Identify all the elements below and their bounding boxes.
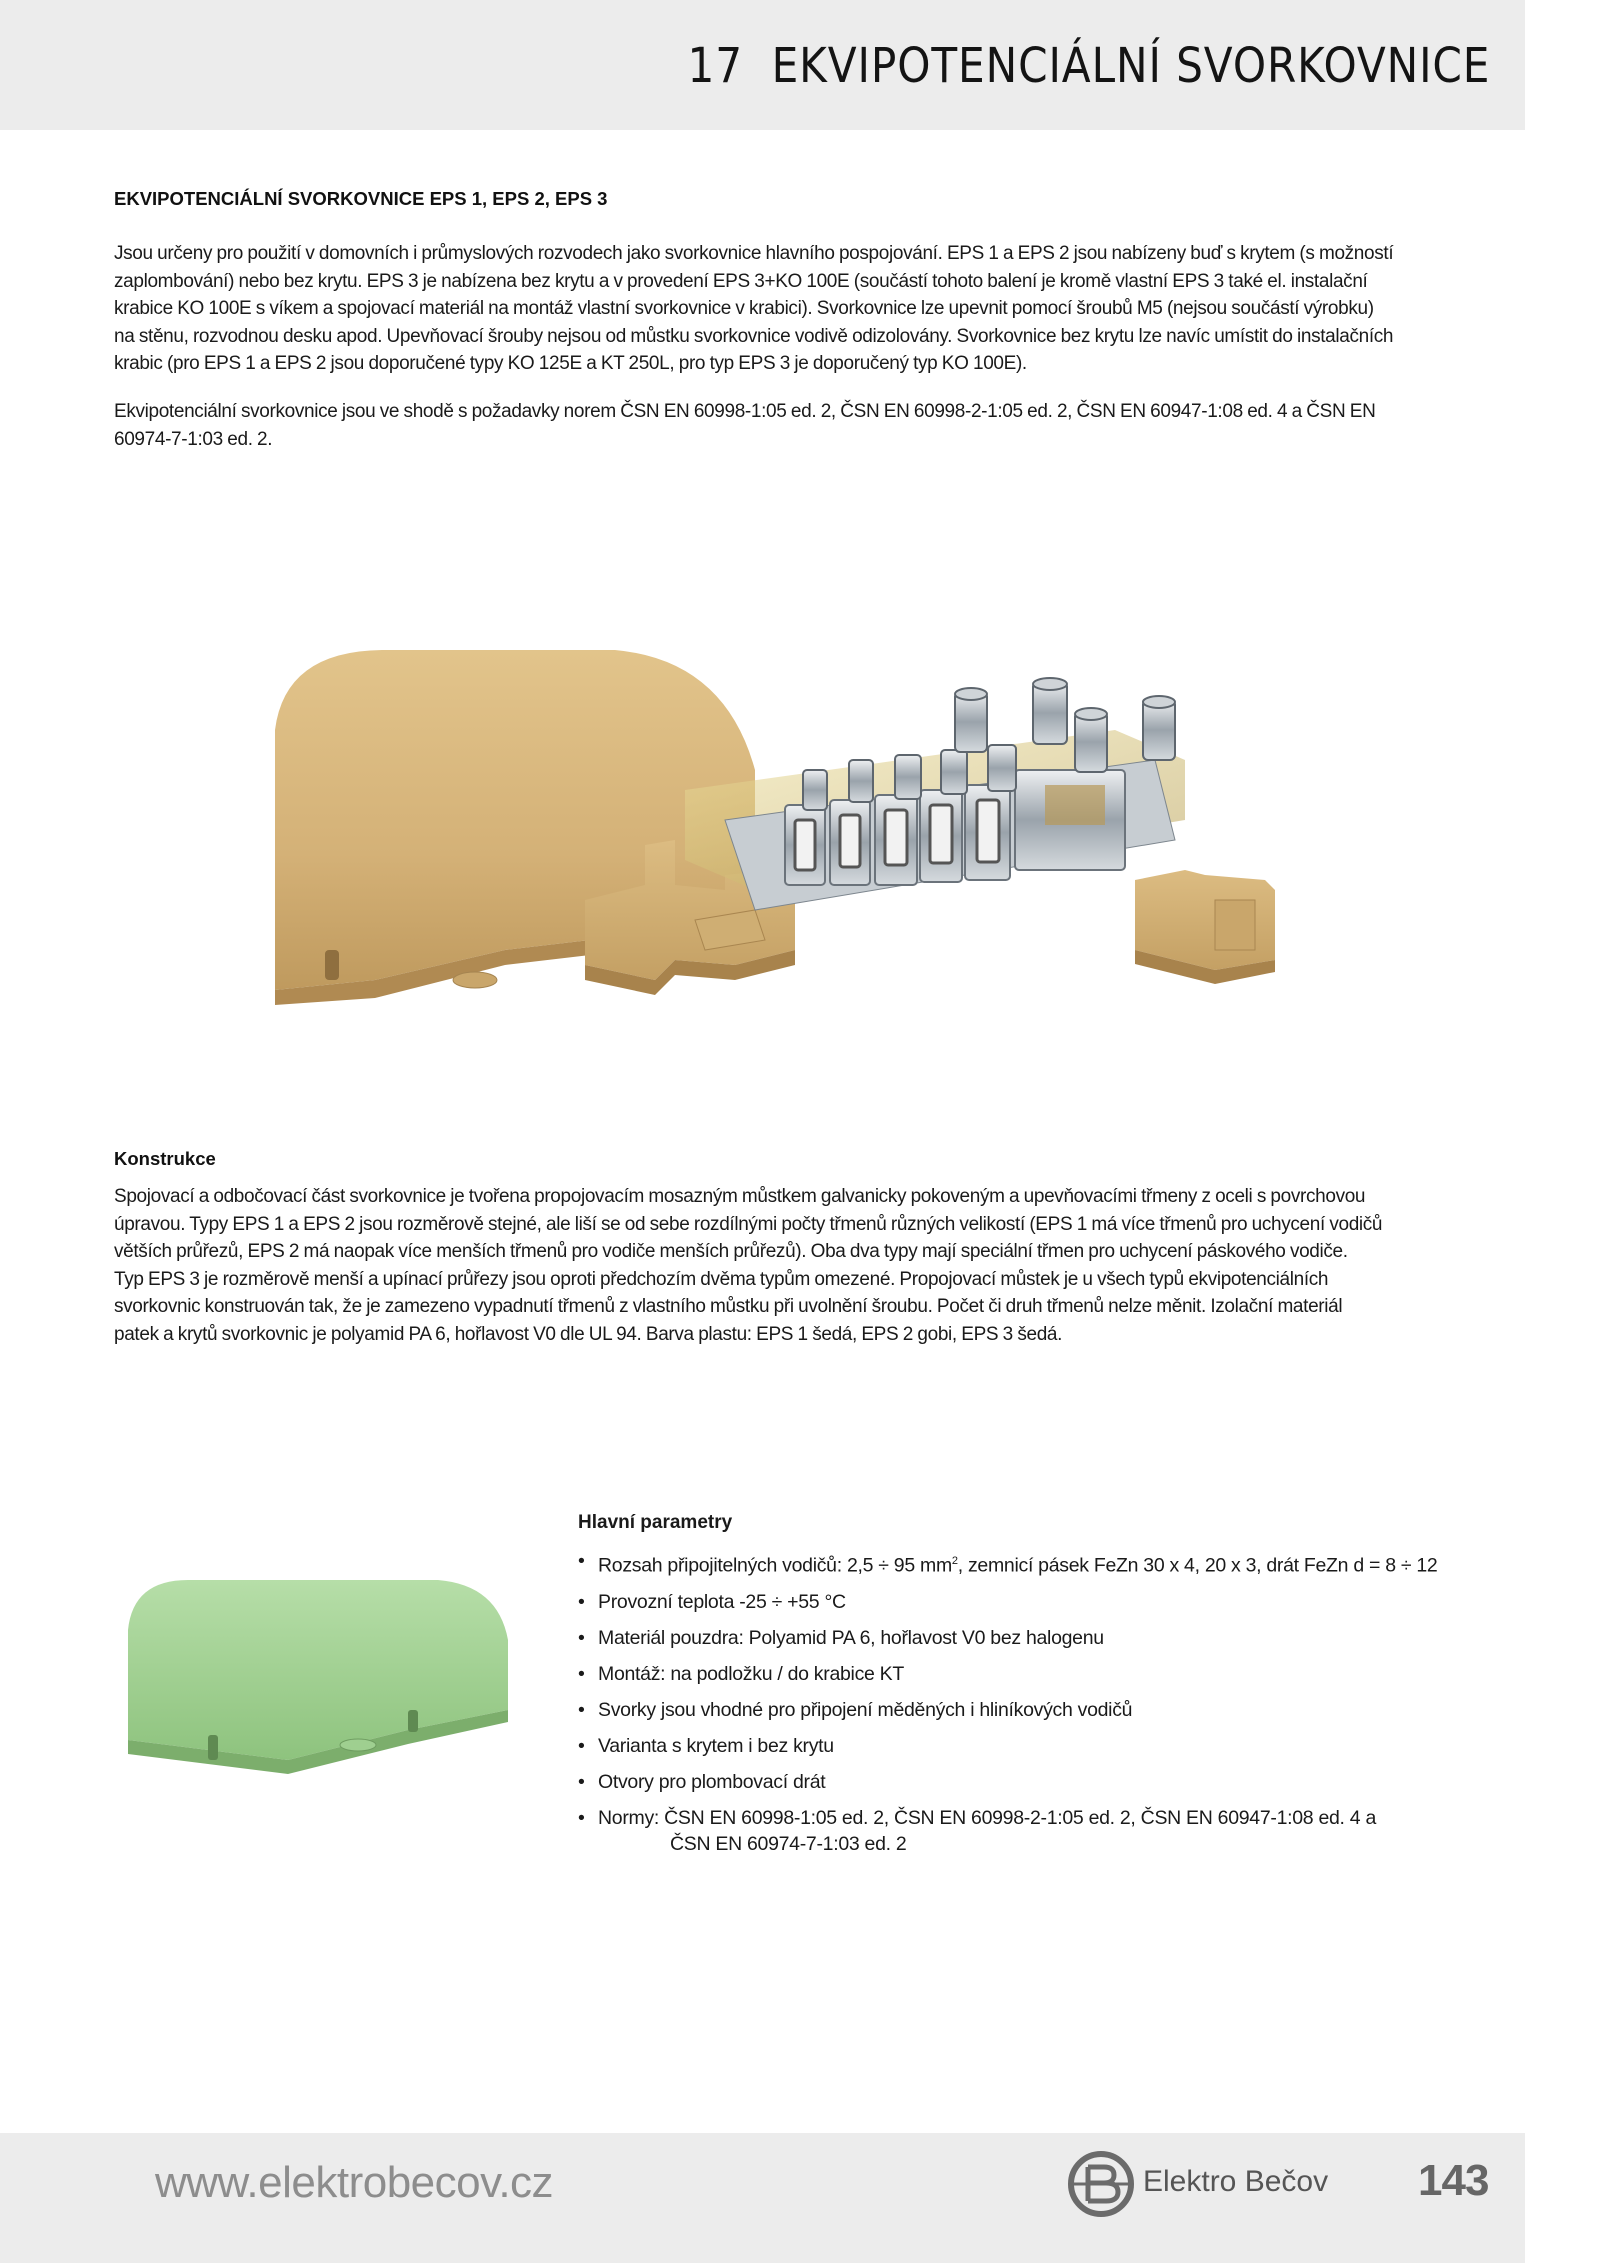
bullet: •	[578, 1734, 585, 1757]
list-item	[578, 1733, 1538, 1759]
list-item	[578, 1805, 1538, 1857]
konstrukce-line: patek a krytů svorkovnic je polyamid PA 6, hořlavost V0 dle UL 94. Barva plastu: EPS 1 šedá, EPS 2 gobi, EPS 3 šedá.	[114, 1323, 1063, 1345]
konstrukce-paragraph	[114, 1183, 1490, 1348]
param-sealing: Otvory pro plombovací drát	[598, 1770, 826, 1793]
list-item	[578, 1548, 1538, 1579]
chapter-name: EKVIPOTENCIÁLNÍ SVORKOVNICE	[771, 38, 1490, 94]
bullet: •	[578, 1770, 585, 1793]
intro-line: Jsou určeny pro použití v domovních i průmyslových rozvodech jako svorkovnice hlavního pospojování. EPS 1 a EPS 2 jsou nabízeny buď s krytem (s možností	[114, 243, 1394, 264]
param-temperature: Provozní teplota -25 ÷ +55 °C	[598, 1590, 846, 1613]
section-heading-eps: EKVIPOTENCIÁLNÍ SVORKOVNICE EPS 1, EPS 2, EPS 3	[114, 188, 608, 209]
param-mounting: Montáž: na podložku / do krabice KT	[598, 1662, 905, 1685]
bullet: •	[578, 1662, 585, 1685]
param-conductor-range: Rozsah připojitelných vodičů: 2,5 ÷ 95 mm	[598, 1554, 952, 1577]
parameters-heading: Hlavní parametry	[578, 1512, 733, 1533]
param-norms-cont: ČSN EN 60974-7-1:03 ed. 2	[670, 1832, 907, 1855]
product-photo-eps	[255, 620, 1385, 1020]
bullet: •	[578, 1806, 585, 1829]
bullet: •	[578, 1698, 585, 1721]
superscript: 2	[951, 1555, 958, 1567]
list-item	[578, 1697, 1538, 1723]
bullet: •	[578, 1590, 585, 1613]
konstrukce-line: Typ EPS 3 je rozměrově menší a upínací průřezy jsou oproti předchozím dvěma typům omezené. Propojovací můstek je u všech typů ekvipotenciálních	[114, 1268, 1329, 1290]
bullet: •	[578, 1626, 585, 1649]
list-item	[578, 1625, 1538, 1651]
intro-line: krabic (pro EPS 1 a EPS 2 jsou doporučené typy KO 125E a KT 250L, pro typ EPS 3 je doporučený typ KO 100E).	[114, 353, 1027, 374]
standards-line: 60974-7-1:03 ed. 2.	[114, 428, 273, 450]
list-item	[578, 1661, 1538, 1687]
cover-photo-green	[108, 1560, 508, 1780]
list-item	[578, 1769, 1538, 1795]
intro-line: zaplombování) nebo bez krytu. EPS 3 je nabízena bez krytu a v provedení EPS 3+KO 100E (součástí tohoto balení je kromě vlastní EPS 3 také el. instalační	[114, 270, 1368, 292]
chapter-number: 17	[687, 38, 743, 94]
elektro-becov-logo-icon	[1066, 2149, 1136, 2219]
konstrukce-line: úpravou. Typy EPS 1 a EPS 2 jsou rozměrově stejné, ale liší se od sebe rozdílnými počty třmenů různých velikostí (EPS 1 má více třmenů pro uchycení vodičů	[114, 1213, 1383, 1235]
param-variant: Varianta s krytem i bez krytu	[598, 1734, 834, 1757]
bullet: •	[578, 1550, 585, 1572]
intro-line: krabice KO 100E s víkem a spojovací materiál na montáž vlastní svorkovnice v krabici). Svorkovnice lze upevnit pomocí šroubů M5 (nejsou součástí výrobku)	[114, 298, 1374, 319]
param-conductors: Svorky jsou vhodné pro připojení měděných i hliníkových vodičů	[598, 1698, 1133, 1721]
section-heading-konstrukce: Konstrukce	[114, 1148, 216, 1169]
konstrukce-line: větších průřezů, EPS 2 má naopak více menších třmenů pro vodiče menších průřezů). Oba dva typy mají speciální třmen pro uchycení páskového vodiče.	[114, 1241, 1348, 1262]
konstrukce-line: svorkovnic konstruován tak, že je zamezeno vypadnutí třmenů z vlastního můstku při uvolnění šroubu. Počet či druh třmenů nelze měnit. Izolační materiál	[114, 1296, 1343, 1317]
konstrukce-line: Spojovací a odbočovací část svorkovnice je tvořena propojovacím mosazným můstkem galvanicky pokoveným a upevňovacími třmeny z oceli s povrchovou	[114, 1186, 1366, 1207]
brand-name: Elektro Bečov	[1143, 2165, 1329, 2198]
list-item	[578, 1589, 1538, 1615]
website-link[interactable]: www.elektrobecov.cz	[155, 2158, 554, 2207]
standards-paragraph	[114, 398, 1490, 453]
chapter-title	[687, 38, 1490, 94]
parameters-list	[578, 1548, 1538, 1857]
main-parameters	[578, 1512, 1538, 1867]
page-number: 143	[1418, 2156, 1489, 2205]
standards-line: Ekvipotenciální svorkovnice jsou ve shodě s požadavky norem ČSN EN 60998-1:05 ed. 2, ČSN EN 60998-2-1:05 ed. 2, ČSN EN 60947-1:08 ed. 4 a ČSN EN	[114, 401, 1376, 422]
param-material: Materiál pouzdra: Polyamid PA 6, hořlavost V0 bez halogenu	[598, 1626, 1104, 1649]
param-conductor-range-rest: , zemnicí pásek FeZn 30 x 4, 20 x 3, drát FeZn d = 8 ÷ 12	[957, 1554, 1438, 1577]
intro-paragraph	[114, 240, 1490, 378]
param-norms: Normy: ČSN EN 60998-1:05 ed. 2, ČSN EN 60998-2-1:05 ed. 2, ČSN EN 60947-1:08 ed. 4 a	[598, 1806, 1376, 1829]
intro-line: na stěnu, rozvodnou desku apod. Upevňovací šrouby nejsou od můstku svorkovnice vodivě odizolovány. Svorkovnice bez krytu lze navíc umístit do instalačních	[114, 325, 1394, 347]
